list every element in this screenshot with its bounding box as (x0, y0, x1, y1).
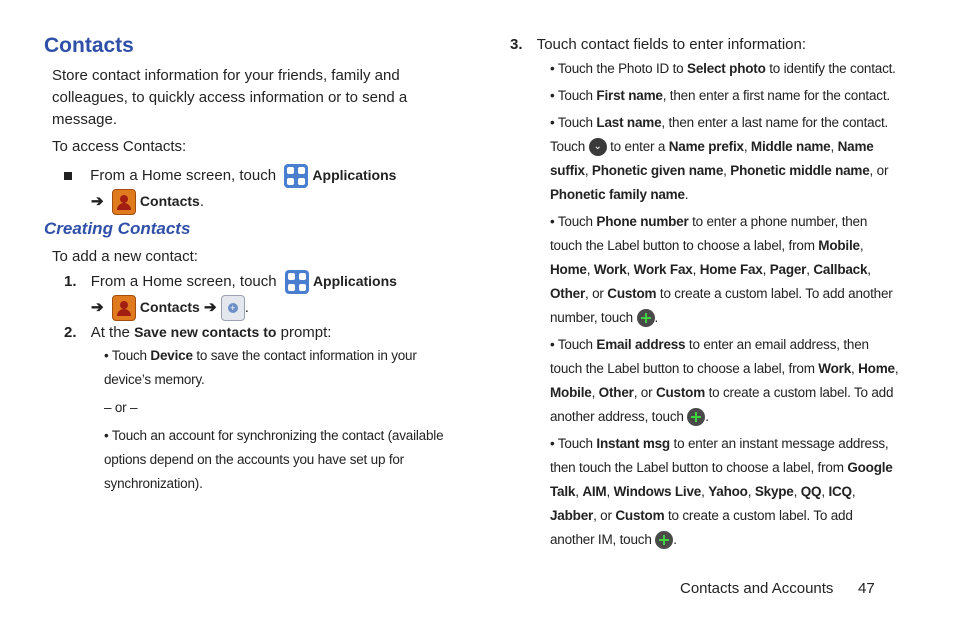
applications-label: Applications (312, 167, 397, 183)
bullet-phone: • Touch Phone number to enter a phone number, then touch the Label button to choose a label, from Mobile, Home, Work, Work Fax, Home Fax, Pager, Callback, Other, or Custom to create a custom label. To add another number, touch . (550, 210, 900, 330)
intro-text: Store contact information for your friends, family and colleagues, to quickly access information or to send a message. (52, 67, 408, 128)
step-number: 3. (510, 36, 523, 53)
bullet-bold: Device (150, 348, 193, 363)
step-1 (64, 270, 397, 294)
arrow: ➔ (204, 298, 217, 316)
access-label: To access Contacts: (52, 138, 187, 155)
access-step-line2: ➔ Contacts. (91, 189, 204, 215)
arrow: ➔ (91, 192, 104, 210)
square-bullet-icon (64, 172, 72, 180)
bullet-last-name: • Touch Last name, then enter a last name for the contact. Touch ⌄ to enter a Name prefix, Middle name, Name suffix, Phonetic given name, Phonetic middle name, or Phonetic family name. (550, 115, 889, 202)
field-list (550, 57, 900, 552)
add-icon (687, 408, 705, 426)
step-3-text: Touch contact fields to enter information: (536, 36, 806, 53)
contacts-icon (112, 295, 136, 321)
step-1-line2: ➔ Contacts ➔ + . (91, 295, 249, 321)
arrow: ➔ (91, 298, 104, 316)
contacts-label: Contacts (139, 298, 200, 315)
applications-label: Applications (312, 273, 397, 289)
bullet-device (104, 344, 454, 392)
add-contact-icon: + (221, 295, 245, 321)
expand-icon: ⌄ (589, 138, 607, 156)
step-3 (510, 34, 806, 56)
bullet-photo: • Touch the Photo ID to Select photo to identify the contact. (550, 61, 896, 76)
step-number: 2. (64, 324, 77, 341)
add-icon (637, 309, 655, 327)
step-2-prefix: At the (90, 324, 130, 341)
access-step (64, 164, 396, 188)
access-step-text: From a Home screen, touch (90, 167, 277, 184)
page-number: 47 (858, 580, 875, 597)
step-1-text: From a Home screen, touch (90, 273, 277, 290)
step-2-bold: Save new contacts to (134, 324, 277, 340)
add-icon (655, 531, 673, 549)
step-number: 1. (64, 273, 77, 290)
bullet-account: • Touch an account for synchronizing the contact (available options depend on the accounts you have set up for synchronization). (104, 428, 444, 491)
bullet-email: • Touch Email address to enter an email address, then touch the Label button to choose a label, from Work, Home, Mobile, Other, or Custom to create a custom label. To add another address, touch . (550, 333, 900, 429)
bullet-im: • Touch Instant msg to enter an instant message address, then touch the Label button to choose a label, from Google Talk, AIM, Windows Live, Yahoo, Skype, QQ, ICQ, Jabber, or Custom to create a custom label. To add another IM, touch . (550, 432, 900, 552)
step-2-suffix: prompt: (280, 324, 332, 341)
or-text: – or – (104, 400, 138, 415)
footer-section: Contacts and Accounts (680, 580, 834, 597)
contacts-label: Contacts (139, 192, 200, 209)
add-label: To add a new contact: (52, 248, 198, 265)
bullet-first-name: • Touch First name, then enter a first name for the contact. (550, 88, 890, 103)
step-2 (64, 321, 331, 344)
page-title: Contacts (44, 34, 134, 57)
contacts-icon (112, 189, 136, 215)
applications-icon (284, 164, 308, 188)
applications-icon (285, 270, 309, 294)
bullet-prefix: • Touch (104, 348, 147, 363)
section-title: Creating Contacts (44, 219, 191, 238)
bullet-suffix: to save the contact information in your device’s memory. (104, 348, 417, 387)
